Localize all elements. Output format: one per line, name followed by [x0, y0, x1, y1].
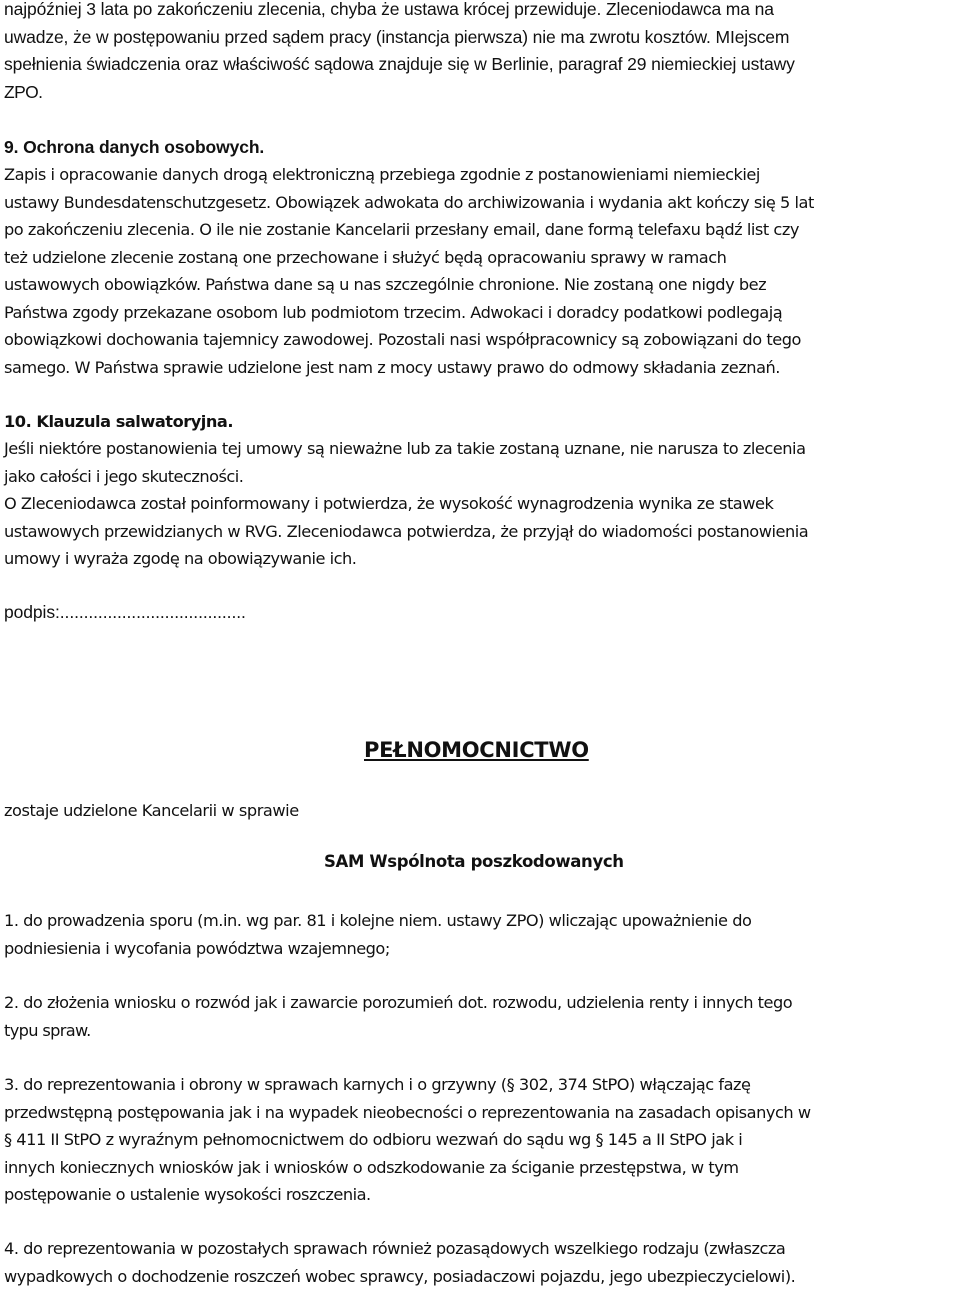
- text-line: ZPO.: [4, 79, 958, 107]
- text-line: przedwstępną postępowania jak i na wypadek nieobecności o reprezentowania na zasadach opisanych w: [4, 1099, 958, 1127]
- text-line: typu spraw.: [4, 1017, 958, 1045]
- text-line: Państwa zgody przekazane osobom lub podmiotom trzecim. Adwokaci i doradcy podatkowi podlegają: [4, 299, 958, 327]
- text-line: też udzielone zlecenie zostaną one przechowane i służyć będą opracowaniu sprawy w ramach: [4, 244, 958, 272]
- text-line: § 411 II StPO z wyraźnym pełnomocnictwem do odbioru wezwań do sądu wg § 145 a II StPO jak i: [4, 1126, 958, 1154]
- section-10-heading: 10. Klauzula salwatoryjna.: [4, 408, 958, 436]
- text-line: 3. do reprezentowania i obrony w sprawach karnych i o grzywny (§ 302, 374 StPO) włączając fazę: [4, 1071, 958, 1099]
- text-line: jako całości i jego skuteczności.: [4, 463, 958, 491]
- text-line: ustawy Bundesdatenschutzgesetz. Obowiązek adwokata do archiwizowania i wydania akt kończy się 5 lat: [4, 189, 958, 217]
- text-line: Jeśli niektóre postanowienia tej umowy są nieważne lub za takie zostaną uznane, nie narusza to zlecenia: [4, 435, 958, 463]
- granted-to-text: zostaje udzielone Kancelarii w sprawie: [4, 797, 958, 825]
- power-of-attorney-title: PEŁNOMOCNICTWO: [364, 738, 589, 762]
- poa-item-2: [4, 989, 958, 1044]
- text-line: postępowanie o ustalenie wysokości roszczenia.: [4, 1181, 958, 1209]
- text-line: Zapis i opracowanie danych drogą elektroniczną przebiega zgodnie z postanowieniami niemieckiej: [4, 161, 958, 189]
- text-line: podniesienia i wycofania powództwa wzajemnego;: [4, 935, 958, 963]
- text-line: 1. do prowadzenia sporu (m.in. wg par. 81 i kolejne niem. ustawy ZPO) wliczając upoważnienie do: [4, 907, 958, 935]
- poa-item-3: [4, 1071, 958, 1209]
- section-9-body: [4, 161, 958, 381]
- text-line: ustawowych przewidzianych w RVG. Zleceniodawca potwierdza, że przyjął do wiadomości postanowienia: [4, 518, 958, 546]
- party-name: SAM Wspólnota poszkodowanych: [324, 852, 624, 871]
- section-9-heading: 9. Ochrona danych osobowych.: [4, 134, 958, 162]
- text-line: obowiązkowi dochowania tajemnicy zawodowej. Pozostali nasi współpracownicy są zobowiązani do tego: [4, 326, 958, 354]
- text-line: umowy i wyraża zgodę na obowiązywanie ich.: [4, 545, 958, 573]
- text-line: wypadkowych o dochodzenie roszczeń wobec sprawcy, posiadaczowi pojazdu, jego ubezpieczycielowi).: [4, 1263, 958, 1290]
- text-line: ustawowych obowiązków. Państwa dane są u nas szczególnie chronione. Nie zostaną one nigdy bez: [4, 271, 958, 299]
- text-line: innych koniecznych wniosków jak i wniosków o odszkodowanie za ściganie przestępstwa, w tym: [4, 1154, 958, 1182]
- text-line: najpóźniej 3 lata po zakończeniu zlecenia, chyba że ustawa krócej przewiduje. Zleceniodawca ma na: [4, 0, 958, 24]
- text-line: spełnienia świadczenia oraz właściwość sądowa znajduje się w Berlinie, paragraf 29 niemieckiej ustawy: [4, 51, 958, 79]
- text-line: 2. do złożenia wniosku o rozwód jak i zawarcie porozumień dot. rozwodu, udzielenia renty i innych tego: [4, 989, 958, 1017]
- text-line: O Zleceniodawca został poinformowany i potwierdza, że wysokość wynagrodzenia wynika ze stawek: [4, 490, 958, 518]
- text-line: samego. W Państwa sprawie udzielone jest nam z mocy ustawy prawo do odmowy składania zeznań.: [4, 354, 958, 382]
- text-line: 4. do reprezentowania w pozostałych sprawach również pozasądowych wszelkiego rodzaju (zwłaszcza: [4, 1235, 958, 1263]
- section-10-body: [4, 435, 958, 573]
- text-line: po zakończeniu zlecenia. O ile nie zostanie Kancelarii przesłany email, dane formą telefaxu bądź list czy: [4, 216, 958, 244]
- signature-line: podpis:.......................................: [4, 599, 958, 627]
- poa-item-4: [4, 1235, 958, 1290]
- intro-paragraph: [4, 0, 958, 106]
- poa-item-1: [4, 907, 958, 962]
- text-line: uwadze, że w postępowaniu przed sądem pracy (instancja pierwsza) nie ma zwrotu kosztów. MIejscem: [4, 24, 958, 52]
